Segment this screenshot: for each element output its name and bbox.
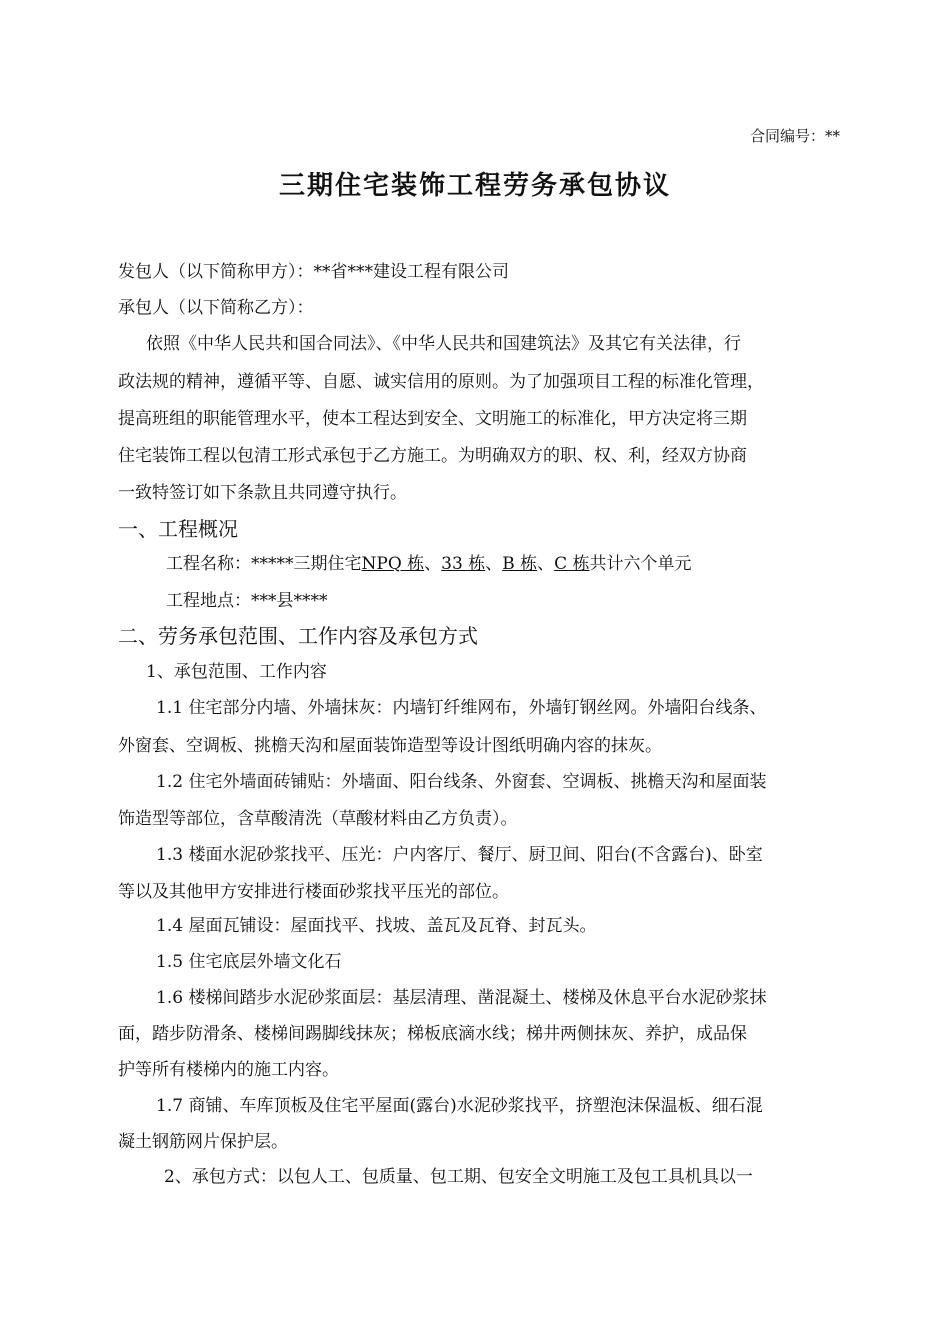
item-1-3-line-1: 1.3 楼面水泥砂浆找平、压光：户内客厅、餐厅、厨卫间、阳台(不含露台)、卧室: [156, 845, 763, 865]
building-npq: NPQ 栋: [361, 554, 425, 574]
item-1-1-line-2: 外窗套、空调板、挑檐天沟和屋面装饰造型等设计图纸明确内容的抹灰。: [118, 736, 662, 756]
preamble-line-1: 依照《中华人民共和国合同法》、《中华人民共和国建筑法》及其它有关法律，行: [146, 334, 741, 354]
item-1-6-line-2: 面，踏步防滑条、楼梯间踢脚线抹灰；梯板底滴水线；梯井两侧抹灰、养护，成品保: [118, 1024, 747, 1044]
item-1-6-line-1: 1.6 楼梯间踏步水泥砂浆面层：基层清理、凿混凝土、楼梯及休息平台水泥砂浆抹: [156, 988, 767, 1008]
document-title: 三期住宅装饰工程劳务承包协议: [278, 171, 671, 201]
party-a-line: 发包人（以下简称甲方）：**省***建设工程有限公司: [118, 262, 509, 282]
item-1-5: 1.5 住宅底层外墙文化石: [156, 952, 342, 972]
item-1-4: 1.4 屋面瓦铺设：屋面找平、找坡、盖瓦及瓦脊、封瓦头。: [156, 916, 597, 936]
unit-count: 共计六个单元: [589, 554, 692, 574]
item-1-1-line-1: 1.1 住宅部分内墙、外墙抹灰：内墙钉纤维网布，外墙钉钢丝网。外墙阳台线条、: [156, 698, 767, 718]
section-2-heading: 二、劳务承包范围、工作内容及承包方式: [118, 624, 478, 648]
contract-number: 合同编号：**: [749, 127, 840, 145]
party-b-line: 承包人（以下简称乙方）：: [118, 298, 314, 318]
project-name-prefix: 工程名称：*****三期住宅: [166, 554, 362, 574]
building-b: B 栋: [502, 554, 538, 574]
project-name-line: [166, 552, 692, 576]
preamble-line-2: 政法规的精神，遵循平等、自愿、诚实信用的原则。为了加强项目工程的标准化管理，: [118, 372, 764, 392]
preamble-line-4: 住宅装饰工程以包清工形式承包于乙方施工。为明确双方的职、权、利，经双方协商: [118, 446, 747, 466]
building-33: 33 栋: [441, 554, 486, 574]
separator: 、: [537, 554, 555, 574]
separator: 、: [485, 554, 503, 574]
building-c: C 栋: [554, 554, 590, 574]
item-1-2-line-2: 饰造型等部位，含草酸清洗（草酸材料由乙方负责）。: [118, 809, 518, 829]
item-1-2-line-1: 1.2 住宅外墙面砖铺贴：外墙面、阳台线条、外窗套、空调板、挑檐天沟和屋面装: [156, 772, 767, 792]
item-1-7-line-1: 1.7 商铺、车库顶板及住宅平屋面(露台)水泥砂浆找平，挤塑泡沫保温板、细石混: [156, 1096, 763, 1116]
preamble-line-3: 提高班组的职能管理水平，使本工程达到安全、文明施工的标准化，甲方决定将三期: [118, 409, 747, 429]
subsection-1-title: 1、承包范围、工作内容: [146, 662, 327, 682]
item-1-3-line-2: 等以及其他甲方安排进行楼面砂浆找平压光的部位。: [118, 882, 509, 902]
section-1-heading: 一、工程概况: [118, 517, 238, 541]
subsection-2-title: 2、承包方式：以包人工、包质量、包工期、包安全文明施工及包工具机具以一: [164, 1167, 753, 1187]
item-1-6-line-3: 护等所有楼梯内的施工内容。: [118, 1060, 339, 1080]
project-location-line: 工程地点：***县****: [166, 591, 328, 611]
item-1-7-line-2: 凝土钢筋网片保护层。: [118, 1132, 288, 1152]
preamble-line-5: 一致特签订如下条款且共同遵守执行。: [118, 483, 407, 503]
separator: 、: [424, 554, 442, 574]
